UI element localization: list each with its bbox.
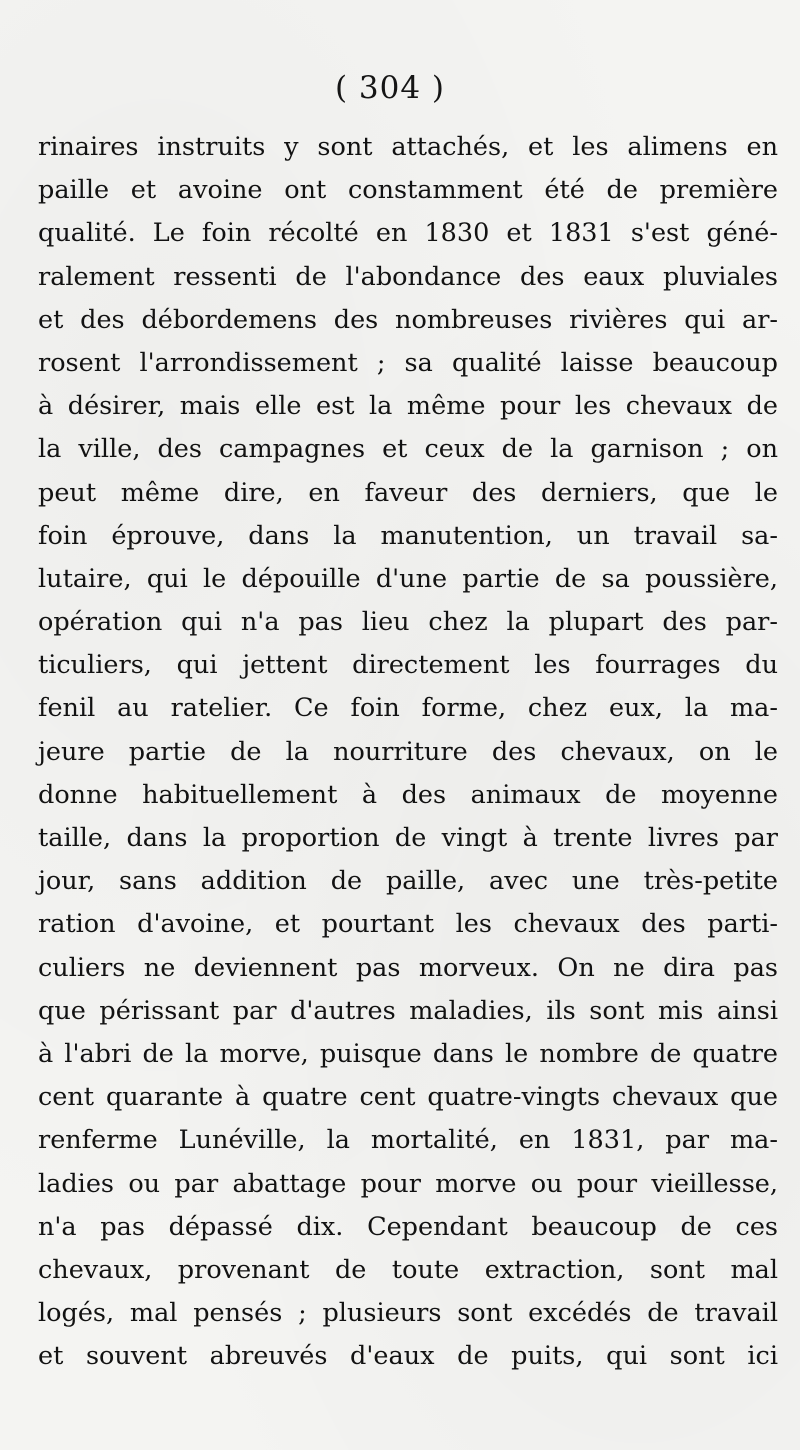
- text-line: n'a pas dépassé dix. Cependant beaucoup de ces: [38, 1211, 778, 1242]
- text-line: opération qui n'a pas lieu chez la plupart des par-: [38, 607, 778, 638]
- text-line: culiers ne deviennent pas morveux. On ne dira pas: [38, 952, 778, 983]
- text-line: jeure partie de la nourriture des chevaux, on le: [38, 736, 778, 767]
- text-line: paille et avoine ont constamment été de première: [38, 175, 778, 206]
- text-line: et souvent abreuvés d'eaux de puits, qui sont ici: [38, 1341, 778, 1372]
- text-line: qualité. Le foin récolté en 1830 et 1831 s'est géné-: [38, 218, 778, 249]
- text-line: ration d'avoine, et pourtant les chevaux des parti-: [38, 909, 778, 940]
- text-line: cent quarante à quatre cent quatre-vingts chevaux que: [38, 1082, 778, 1113]
- text-line: taille, dans la proportion de vingt à trente livres par: [38, 823, 778, 853]
- text-line: rosent l'arrondissement ; sa qualité laisse beaucoup: [38, 347, 778, 378]
- text-line: fenil au ratelier. Ce foin forme, chez eux, la ma-: [38, 693, 778, 724]
- text-line: rinaires instruits y sont attachés, et les alimens en: [38, 132, 778, 162]
- text-line: la ville, des campagnes et ceux de la garnison ; on: [38, 434, 778, 465]
- text-line: peut même dire, en faveur des derniers, que le: [38, 477, 778, 508]
- body-text: [38, 126, 778, 1378]
- text-line: et des débordemens des nombreuses rivières qui ar-: [38, 304, 778, 335]
- text-line: à désirer, mais elle est la même pour les chevaux de: [38, 391, 778, 422]
- text-line: foin éprouve, dans la manutention, un travail sa-: [38, 520, 778, 551]
- text-line: que périssant par d'autres maladies, ils sont mis ainsi: [38, 995, 778, 1026]
- text-line: jour, sans addition de paille, avec une très-petite: [38, 866, 778, 897]
- text-line: chevaux, provenant de toute extraction, sont mal: [38, 1254, 778, 1285]
- text-line: logés, mal pensés ; plusieurs sont excédés de travail: [38, 1298, 778, 1329]
- text-line: ladies ou par abattage pour morve ou pour vieillesse,: [38, 1168, 778, 1199]
- text-line: ralement ressenti de l'abondance des eaux pluviales: [38, 261, 778, 292]
- text-line: renferme Lunéville, la mortalité, en 1831, par ma-: [38, 1125, 778, 1156]
- page-number: ( 304 ): [334, 70, 446, 106]
- text-line: lutaire, qui le dépouille d'une partie de sa poussière,: [38, 563, 778, 594]
- text-line: à l'abri de la morve, puisque dans le nombre de quatre: [38, 1038, 778, 1069]
- text-line: donne habituellement à des animaux de moyenne: [38, 779, 778, 810]
- text-line: ticuliers, qui jettent directement les fourrages du: [38, 650, 778, 681]
